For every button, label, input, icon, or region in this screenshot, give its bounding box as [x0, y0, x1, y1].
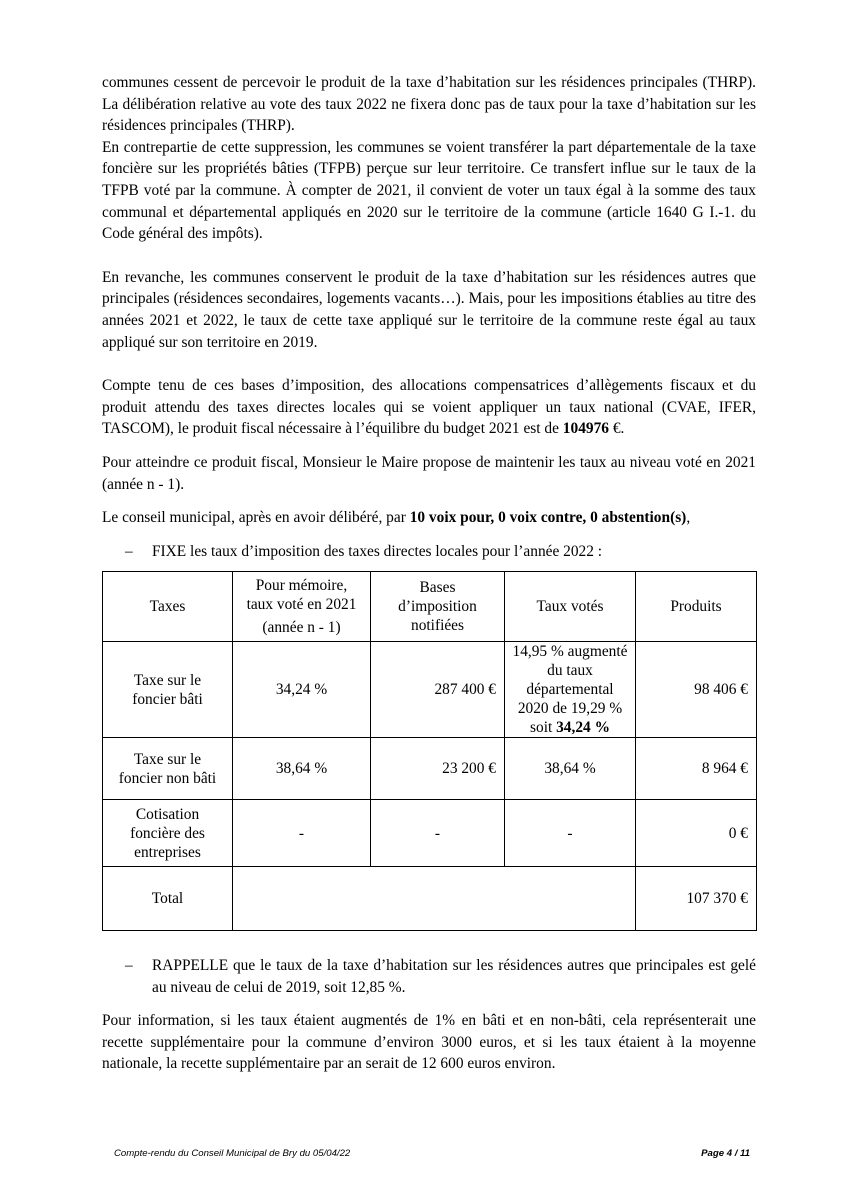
row-bases: 23 200 €	[371, 738, 505, 800]
table-total-row	[103, 867, 757, 931]
produit-fiscal-text: Compte tenu de ces bases d’imposition, des allocations compensatrices d’allègements fiscaux et du produit attendu des taxes directes locales qui se voient appliquer un taux national (CVAE, IFER, TASCOM), le produit fiscal nécessaire à l’équilibre du budget 2021 est de	[102, 377, 756, 438]
header-memoire-line2: taux voté en 2021	[246, 596, 357, 613]
row-bases: 287 400 €	[371, 642, 505, 738]
paragraph-information: Pour information, si les taux étaient augmentés de 1% en bâti et en non-bâti, cela représenterait une recette supplémentaire pour la commune d’environ 3000 euros, et si les taux étaient à la moyenne nationale, la recette supplémentaire par an serait de 12 600 euros environ.	[102, 1012, 756, 1073]
header-bases: Bases d’imposition notifiées	[371, 572, 505, 642]
total-label: Total	[103, 867, 233, 931]
tax-rates-table	[102, 571, 757, 931]
row-taux	[505, 642, 636, 738]
row-bases: -	[371, 800, 505, 867]
bullet-fixe-text: FIXE les taux d’imposition des taxes directes locales pour l’année 2022 :	[152, 542, 603, 560]
table-row	[103, 800, 757, 867]
header-taux: Taux votés	[505, 572, 636, 642]
vote-end: ,	[686, 509, 691, 527]
bullet-dash: –	[125, 542, 133, 560]
bullet-rappelle	[102, 955, 756, 998]
bullet-rappelle-text: RAPPELLE que le taux de la taxe d’habitation sur les résidences autres que principales est gelé au niveau de celui de 2019, soit 12,85 %.	[152, 957, 756, 996]
footer-page-number: Page 4 / 11	[701, 1148, 750, 1159]
row-taxe: Taxe sur le foncier non bâti	[103, 738, 233, 800]
row-memoire: 34,24 %	[233, 642, 371, 738]
row-taux: -	[505, 800, 636, 867]
paragraph-proposition-maire: Pour atteindre ce produit fiscal, Monsieur le Maire propose de maintenir les taux au niveau voté en 2021 (année n - 1).	[102, 453, 756, 493]
header-memoire-line1: Pour mémoire,	[255, 577, 348, 594]
paragraph-residences-secondaires: En revanche, les communes conservent le produit de la taxe d’habitation sur les résidences autres que principales (résidences secondaires, logements vacants…). Mais, pour les impositions établies au titre des années 2021 et 2022, le taux de cette taxe appliqué sur le territoire de la commune reste égal au taux appliqué sur son territoire en 2019.	[102, 268, 756, 351]
header-memoire	[233, 572, 371, 642]
total-produits: 107 370 €	[636, 867, 757, 931]
header-taxes: Taxes	[103, 572, 233, 642]
paragraph-vote	[102, 507, 756, 529]
document-body-continued	[102, 955, 756, 1075]
header-produits: Produits	[636, 572, 757, 642]
table-row	[103, 642, 757, 738]
row-taux: 38,64 %	[505, 738, 636, 800]
footer-document-title: Compte-rendu du Conseil Municipal de Bry du 05/04/22	[114, 1148, 351, 1159]
row-memoire: -	[233, 800, 371, 867]
paragraph-thrp: communes cessent de percevoir le produit de la taxe d’habitation sur les résidences principales (THRP). La délibération relative au vote des taux 2022 ne fixera donc pas de taux pour la taxe d’habitation sur les résidences principales (THRP).	[102, 74, 756, 135]
document-body	[102, 72, 756, 562]
bullet-dash: –	[125, 957, 133, 974]
header-memoire-line3: (année n - 1)	[262, 619, 341, 636]
produit-fiscal-amount: 104976	[562, 420, 609, 438]
row-produits: 98 406 €	[636, 642, 757, 738]
total-empty	[233, 867, 636, 931]
row-taxe: Taxe sur le foncier bâti	[103, 642, 233, 738]
produit-fiscal-end: €.	[608, 420, 625, 438]
row-produits: 8 964 €	[636, 738, 757, 800]
row-taux-bold: 34,24 %	[556, 719, 610, 736]
row-produits: 0 €	[636, 800, 757, 867]
row-taux-text: 14,95 % augmenté du taux départemental 2020 de 19,29 % soit	[512, 643, 628, 736]
paragraph-produit-fiscal	[102, 375, 756, 440]
bullet-fixe	[102, 541, 756, 563]
table-header-row	[103, 572, 757, 642]
row-taxe: Cotisation foncière des entreprises	[103, 800, 233, 867]
row-memoire: 38,64 %	[233, 738, 371, 800]
paragraph-tfpb-transfer: En contrepartie de cette suppression, les communes se voient transférer la part départementale de la taxe foncière sur les propriétés bâties (TFPB) perçue sur leur territoire. Ce transfert influe sur le taux de la TFPB voté par la commune. À compter de 2021, il convient de voter un taux égal à la somme des taux communal et départemental appliqués en 2020 sur le territoire de la commune (article 1640 G I.-1. du Code général des impôts).	[102, 138, 756, 243]
vote-text: Le conseil municipal, après en avoir délibéré, par	[102, 509, 410, 527]
vote-result: 10 voix pour, 0 voix contre, 0 abstention(s)	[409, 509, 687, 527]
table-row	[103, 738, 757, 800]
